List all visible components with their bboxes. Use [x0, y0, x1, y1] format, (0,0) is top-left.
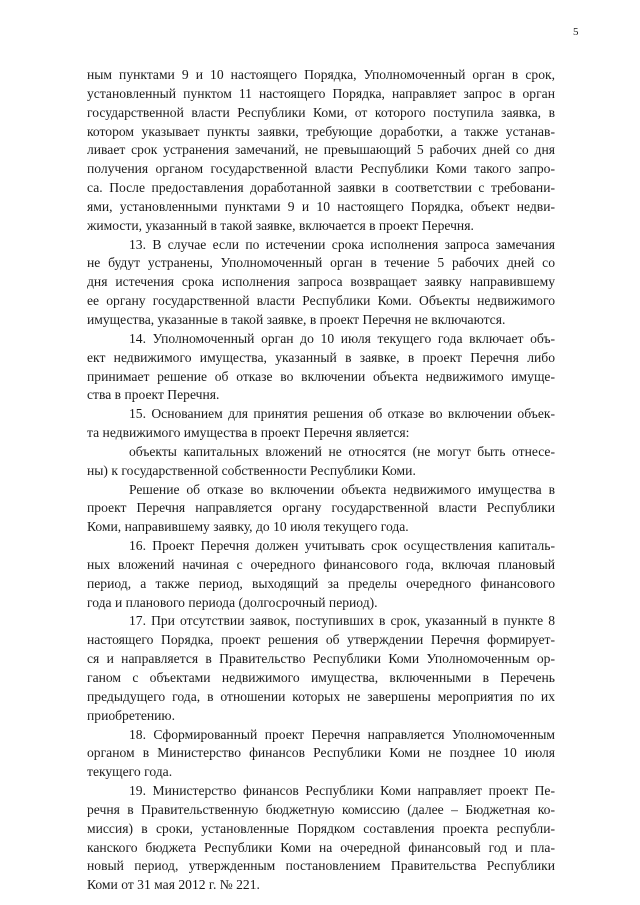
text-line: Коми, направившему заявку, до 10 июля текущего года.	[87, 519, 409, 535]
text-line: речня в Правительственную бюджетную комиссию (далее – Бюджетная ко-	[87, 801, 555, 817]
text-line: ее органу государственной власти Республики Коми. Объекты недвижимого	[87, 293, 555, 309]
text-line: ным пунктами 9 и 10 настоящего Порядка, Уполномоченный орган в срок,	[87, 67, 555, 82]
text-line: ства в проект Перечня.	[87, 387, 220, 403]
text-line: ями, установленными пунктами 9 и 10 настоящего Порядка, объект недви-	[87, 198, 555, 214]
text-line: приобретению.	[87, 707, 175, 723]
text-line: ект недвижимого имущества, указанный в заявке, в проект Перечня либо	[87, 349, 555, 365]
text-line: 13. В случае если по истечении срока исполнения запроса замечания	[129, 236, 555, 252]
text-line: не будут устранены, Уполномоченный орган в течение 5 рабочих дней со	[87, 255, 555, 271]
text-line: котором указывает пункты заявки, требующие доработки, а также устанав-	[87, 123, 555, 139]
text-line: 17. При отсутствии заявок, поступивших в срок, указанный в пункте 8	[129, 613, 555, 629]
text-line: 16. Проект Перечня должен учитывать срок осуществления капиталь-	[129, 538, 555, 554]
document-body	[87, 66, 555, 895]
text-line: получения органом государственной власти Республики Коми такого запро-	[87, 161, 555, 177]
text-line: объекты капитальных вложений не относятся (не могут быть отнесе-	[129, 443, 555, 459]
text-line: период, а также период, выходящий за пределы очередного финансового	[87, 575, 555, 591]
text-line: ганом с объектами недвижимого имущества, включенными в Перечень	[87, 670, 555, 685]
text-line: ся и направляется в Правительство Республики Коми Уполномоченным ор-	[87, 651, 555, 667]
text-line: настоящего Порядка, проект решения об утверждении Перечня формирует-	[87, 632, 555, 648]
text-line: та недвижимого имущества в проект Перечня является:	[87, 425, 410, 441]
text-line: новый период, утвержденным постановлением Правительства Республики	[87, 858, 555, 874]
text-line: 19. Министерство финансов Республики Коми направляет проект Пе-	[129, 783, 555, 799]
text-line: са. После предоставления доработанной заявки в соответствии с требовани-	[87, 180, 555, 196]
text-line: ных вложений начиная с очередного финансового года, включая плановый	[87, 556, 555, 572]
text-line: ливает срок устранения замечаний, не превышающий 5 рабочих дней со дня	[87, 142, 555, 158]
text-line: государственной власти Республики Коми, от которого поступила заявка, в	[87, 104, 555, 120]
text-line: Коми от 31 мая 2012 г. № 221.	[87, 877, 260, 893]
text-line: установленный пунктом 11 настоящего Порядка, направляет запрос в орган	[87, 85, 555, 101]
text-line: 15. Основанием для принятия решения об отказе во включении объек-	[129, 406, 555, 422]
text-line: проект Перечня направляется органу государственной власти Республики	[87, 500, 555, 516]
page-number: 5	[573, 26, 579, 38]
text-line: миссия) в сроки, установленные Порядком составления проекта республи-	[87, 820, 555, 836]
text-line: дня истечения срока исполнения запроса возвращает заявку направившему	[87, 274, 555, 290]
text-line: канского бюджета Республики Коми на очередной финансовый год и пла-	[87, 839, 555, 855]
text-line: 14. Уполномоченный орган до 10 июля текущего года включает объ-	[129, 330, 555, 346]
text-line: принимает решение об отказе во включении объекта недвижимого имуще-	[87, 368, 555, 384]
text-line: имущества, указанные в такой заявке, в проект Перечня не включаются.	[87, 311, 506, 327]
text-line: органом в Министерство финансов Республики Коми не позднее 10 июля	[87, 745, 555, 761]
text-line: предыдущего года, в отношении которых не завершены мероприятия по их	[87, 688, 555, 704]
text-line: 18. Сформированный проект Перечня направляется Уполномоченным	[129, 726, 555, 742]
text-line: Решение об отказе во включении объекта недвижимого имущества в	[129, 481, 555, 497]
text-line: жимости, указанный в такой заявке, включается в проект Перечня.	[87, 217, 474, 233]
text-line: ны) к государственной собственности Республики Коми.	[87, 462, 416, 478]
text-line: года и планового периода (долгосрочный период).	[87, 594, 378, 610]
text-line: текущего года.	[87, 764, 173, 780]
